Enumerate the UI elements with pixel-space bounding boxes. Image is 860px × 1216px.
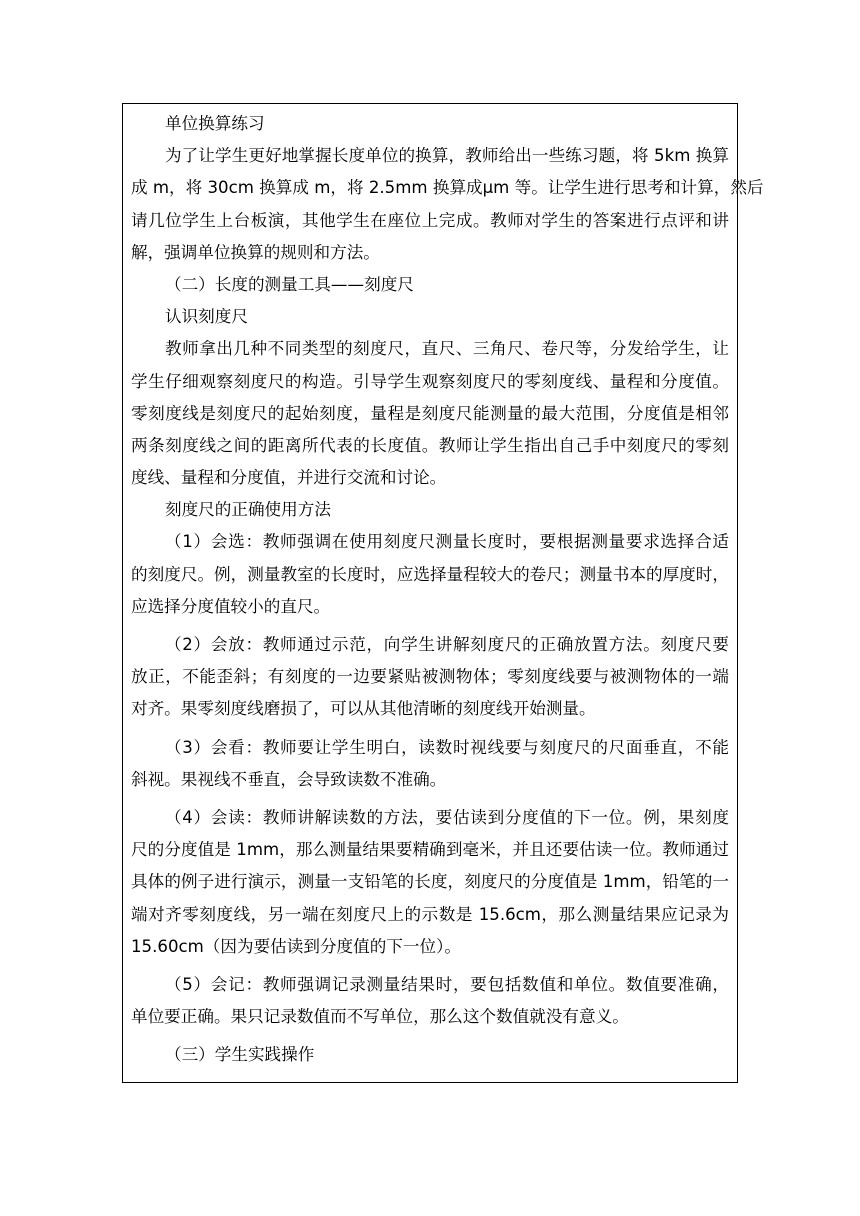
text-line: （5）会记：教师强调记录测量结果时，要包括数值和单位。数值要准确， xyxy=(165,974,729,994)
text-line: 单位要正确。果只记录数值而不写单位，那么这个数值就没有意义。 xyxy=(131,1007,629,1027)
text-line: 单位换算练习 xyxy=(165,114,265,133)
text-line: 零刻度线是刻度尺的起始刻度，量程是刻度尺能测量的最大范围，分度值是相邻 xyxy=(131,403,729,423)
text-line: 教师拿出几种不同类型的刻度尺，直尺、三角尺、卷尺等，分发给学生，让 xyxy=(165,339,729,359)
text-line: 尺的分度值是 1mm，那么测量结果要精确到毫米，并且还要估读一位。教师通过 xyxy=(131,840,729,860)
text-line: 刻度尺的正确使用方法 xyxy=(165,500,331,520)
text-line: 为了让学生更好地掌握长度单位的换算，教师给出一些练习题，将 5km 换算 xyxy=(165,146,729,166)
text-line: 对齐。果零刻度线磨损了，可以从其他清晰的刻度线开始测量。 xyxy=(131,699,596,719)
text-line: 请几位学生上台板演，其他学生在座位上完成。教师对学生的答案进行点评和讲 xyxy=(131,210,729,230)
text-line: 学生仔细观察刻度尺的构造。引导学生观察刻度尺的零刻度线、量程和分度值。 xyxy=(131,371,729,391)
text-line: 应选择分度值较小的直尺。 xyxy=(131,596,331,616)
text-line: 解，强调单位换算的规则和方法。 xyxy=(131,242,380,262)
text-line: （4）会读：教师讲解读数的方法，要估读到分度值的下一位。例，果刻度 xyxy=(165,807,729,827)
text-line: 两条刻度线之间的距离所代表的长度值。教师让学生指出自己手中刻度尺的零刻 xyxy=(131,435,729,455)
text-line: 的刻度尺。例，测量教室的长度时，应选择量程较大的卷尺；测量书本的厚度时， xyxy=(131,564,729,584)
text-line: 端对齐零刻度线，另一端在刻度尺上的示数是 15.6cm，那么测量结果应记录为 xyxy=(131,904,729,924)
text-line: （三）学生实践操作 xyxy=(165,1045,315,1065)
text-line: 15.60cm（因为要估读到分度值的下一位）。 xyxy=(131,936,461,956)
text-line: （2）会放：教师通过示范，向学生讲解刻度尺的正确放置方法。刻度尺要 xyxy=(165,635,729,654)
text-line: 认识刻度尺 xyxy=(165,307,248,327)
document-body xyxy=(131,108,764,1071)
text-line: 具体的例子进行演示，测量一支铅笔的长度，刻度尺的分度值是 1mm，铅笔的一 xyxy=(131,872,729,892)
text-line: 斜视。果视线不垂直，会导致读数不准确。 xyxy=(131,769,447,789)
text-line: 放正，不能歪斜；有刻度的一边要紧贴被测物体；零刻度线要与被测物体的一端 xyxy=(131,667,729,687)
text-line: （二）长度的测量工具——刻度尺 xyxy=(165,274,414,294)
text-line: （3）会看：教师要让学生明白，读数时视线要与刻度尺的尺面垂直，不能 xyxy=(165,737,729,757)
text-line: 成 m，将 30cm 换算成 m，将 2.5mm 换算成μm 等。让学生进行思考和计算，然后 xyxy=(131,178,764,198)
text-line: （1）会选：教师强调在使用刻度尺测量长度时，要根据测量要求选择合适 xyxy=(165,532,729,552)
text-line: 度线、量程和分度值，并进行交流和讨论。 xyxy=(131,468,447,488)
